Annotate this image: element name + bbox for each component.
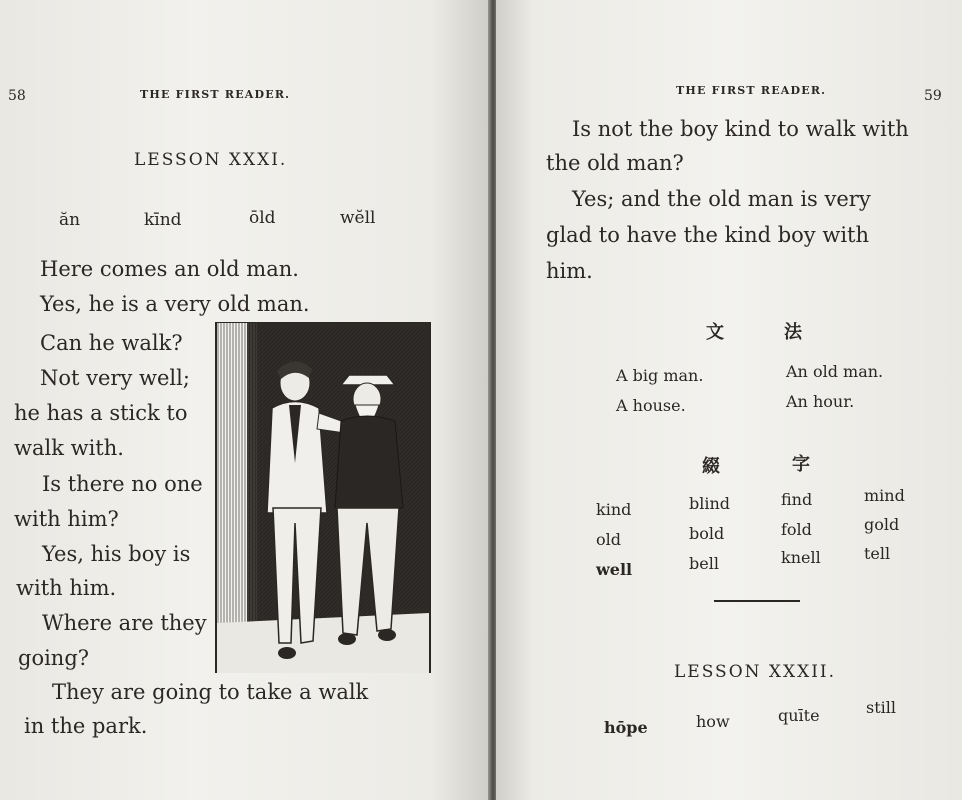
text-line: Yes; and the old man is very (572, 187, 871, 211)
text-line: Is not the boy kind to walk with (572, 117, 909, 141)
text-line: walk with. (14, 436, 124, 460)
text-line: glad to have the kind boy with (546, 223, 869, 247)
engraving-image (217, 323, 429, 673)
grammar-example: A big man. (616, 366, 704, 385)
vocab-word: ōld (249, 208, 276, 228)
page-number: 59 (924, 88, 942, 104)
spelling-word: kind (596, 500, 632, 519)
running-head: THE FIRST READER. (676, 84, 827, 97)
spelling-word: mind (864, 486, 905, 505)
right-page (496, 0, 962, 800)
text-line: Is there no one (42, 472, 203, 496)
lesson-title: LESSON XXXI. (134, 150, 288, 170)
spelling-word: well (596, 560, 633, 579)
text-line: the old man? (546, 151, 684, 175)
grammar-heading: 法 (784, 322, 802, 343)
text-line: Here comes an old man. (40, 257, 299, 281)
spelling-word: tell (864, 544, 891, 563)
text-line: They are going to take a walk (52, 680, 369, 704)
text-line: with him. (16, 576, 117, 600)
text-line: him. (546, 259, 593, 283)
vocab-word: still (866, 698, 896, 717)
running-head: THE FIRST READER. (140, 88, 291, 101)
spelling-heading: 綴 (702, 456, 720, 477)
spelling-word: fold (781, 520, 812, 539)
text-line: Not very well; (40, 366, 190, 390)
spelling-word: find (781, 490, 813, 509)
text-line: Yes, his boy is (42, 542, 191, 566)
grammar-example: An old man. (786, 362, 884, 381)
vocab-word: wĕll (340, 208, 376, 228)
spelling-word: bell (689, 554, 719, 573)
vocab-word: ăn (59, 210, 81, 230)
spelling-word: old (596, 530, 621, 549)
illustration-boy-and-old-man (215, 322, 431, 673)
lesson-title: LESSON XXXII. (674, 662, 837, 682)
grammar-example: An hour. (786, 392, 855, 411)
text-line: Yes, he is a very old man. (40, 292, 310, 316)
grammar-heading: 文 (706, 322, 724, 343)
spelling-word: bold (689, 524, 725, 543)
vocab-word: kīnd (144, 210, 182, 230)
vocab-word: hōpe (604, 718, 648, 737)
spelling-word: knell (781, 548, 821, 567)
text-line: he has a stick to (14, 401, 188, 425)
spelling-word: gold (864, 515, 900, 534)
spelling-word: blind (689, 494, 731, 513)
vocab-word: how (696, 712, 730, 731)
spelling-heading: 字 (792, 454, 810, 475)
text-line: in the park. (24, 714, 148, 738)
text-line: Can he walk? (40, 331, 183, 355)
text-line: going? (18, 646, 90, 670)
text-line: Where are they (42, 611, 207, 635)
vocab-word: quīte (778, 706, 820, 725)
text-line: with him? (14, 507, 119, 531)
page-number: 58 (8, 88, 26, 104)
grammar-example: A house. (616, 396, 686, 415)
section-divider (714, 600, 800, 602)
